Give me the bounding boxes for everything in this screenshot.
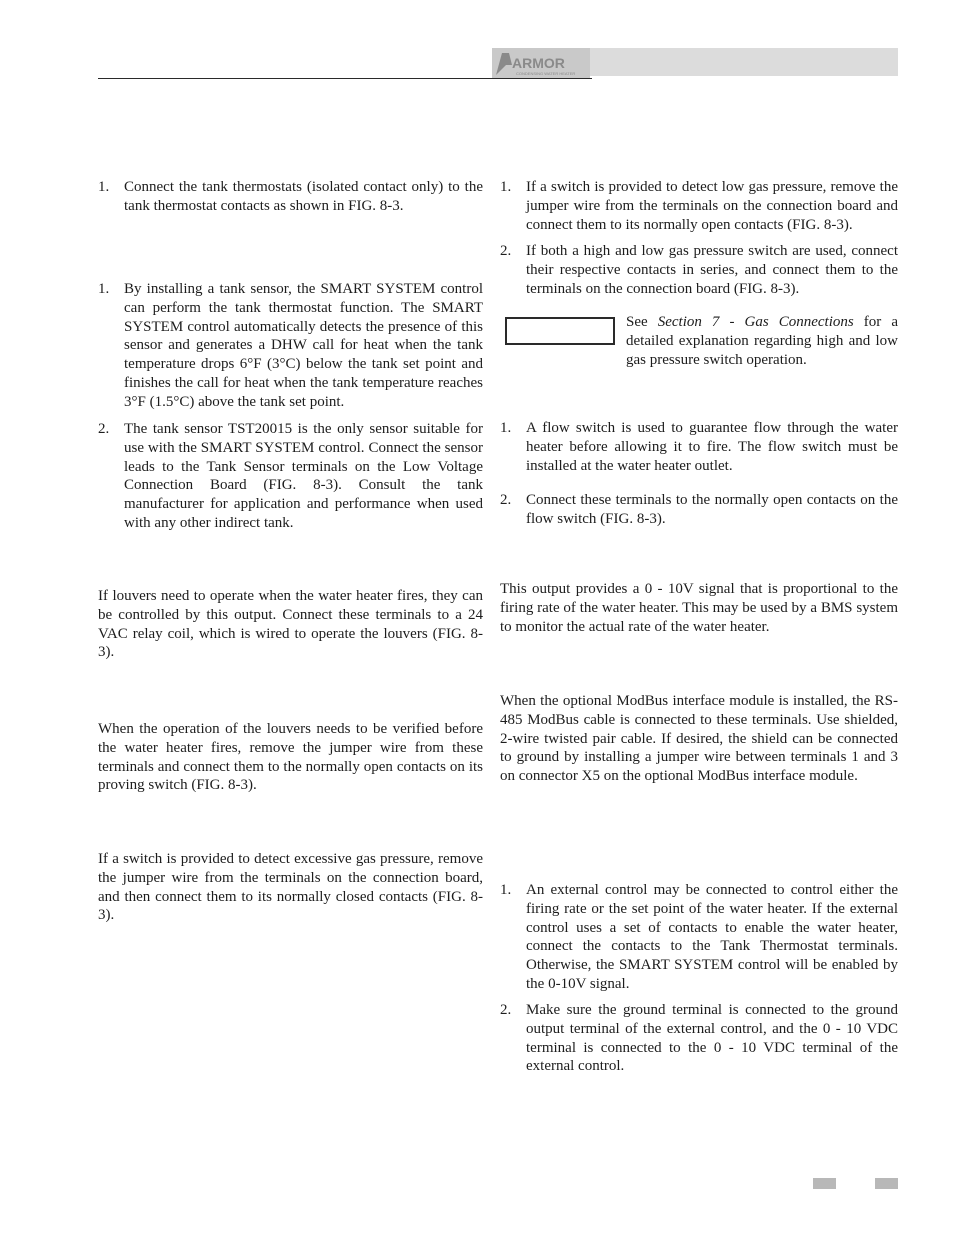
list-item [500,242,898,298]
modbus-paragraph: When the optional ModBus interface module is installed, the RS-485 ModBus cable is connected to these terminals. Use shielded, 2-wire twisted pair cable. If desired, the shield can be connected to ground by installing a jumper wire between terminals 1 and 3 on connector X5 on the optional ModBus interface module. [500,693,898,785]
right-column [500,0,898,1235]
logo-text: ARMOR [512,55,565,71]
list-item [500,491,898,529]
list-text: Connect these terminals to the normally open contacts on the flow switch (FIG. 8-3). [526,492,898,527]
left-column [98,0,483,1235]
list-number: 2. [500,1002,512,1018]
note-pre: See [626,314,658,330]
note-label-box [505,317,615,345]
list-text: The tank sensor TST20015 is the only sensor suitable for use with the SMART SYSTEM control. Connect the sensor leads to the Tank Sensor terminals on the Low Voltage Connection Board (FIG. 8-3). Consult the tank manufacturer for application and performance when used with any other indirect tank. [124,421,483,531]
list-item [98,280,483,412]
rate-output-paragraph: This output provides a 0 - 10V signal that is proportional to the firing rate of the water heater. This may be used by a BMS system to monitor the actual rate of the water heater. [500,581,898,635]
footer-tab-left [813,1178,836,1189]
list-item [500,419,898,475]
note-text [626,313,898,369]
logo-tagline: CONDENSING WATER HEATER [516,71,576,76]
list-item [500,881,898,994]
list-text: An external control may be connected to control either the firing rate or the set point of the water heater. If the external control uses a set of contacts to enable the water heater, connect the contacts to the Tank Thermostat terminals. Otherwise, the SMART SYSTEM control will be enabled by the 0-10V signal. [526,882,898,992]
list-text: Make sure the ground terminal is connected to the ground output terminal of the external control, and the 0 - 10 VDC terminal is connected to the 0 - 10 VDC terminal of the external control. [526,1002,898,1075]
list-text: Connect the tank thermostats (isolated contact only) to the tank thermostat contacts as shown in FIG. 8-3. [124,179,483,214]
list-item [98,178,483,216]
list-number: 2. [500,243,512,259]
footer-tab-right [875,1178,898,1189]
list-text: If a switch is provided to detect low gas pressure, remove the jumper wire from the terminals on the connection board and connect them to its normally open contacts (FIG. 8-3). [526,179,898,233]
list-text: If both a high and low gas pressure switch are used, connect their respective contacts in series, and connect them to the terminals on the connection board (FIG. 8-3). [526,243,898,297]
list-item [500,1001,898,1076]
list-number: 1. [500,179,512,195]
list-number: 1. [98,281,110,297]
list-number: 1. [500,882,512,898]
list-number: 2. [98,421,110,437]
louver-relay-paragraph: If louvers need to operate when the water heater fires, they can be controlled by this output. Connect these terminals to a 24 VAC relay coil, which is wired to operate the louvers (FIG. 8-3). [98,588,483,661]
list-number: 2. [500,492,512,508]
list-number: 1. [500,420,512,436]
list-item [500,178,898,234]
note-section-reference: Section 7 - Gas Connections [657,314,854,330]
list-text: A flow switch is used to guarantee flow through the water heater before allowing it to fire. The flow switch must be installed at the water heater outlet. [526,420,898,474]
high-gas-paragraph: If a switch is provided to detect excessive gas pressure, remove the jumper wire from the terminals on the connection board, and then connect them to its normally closed contacts (FIG. 8-3). [98,851,483,924]
list-number: 1. [98,179,110,195]
note-post: for a detailed explanation regarding high and low gas pressure switch operation. [626,314,898,368]
list-text: By installing a tank sensor, the SMART SYSTEM control can perform the tank thermostat function. The SMART SYSTEM control automatically detects the presence of this sensor and generates a DHW call for heat when the tank temperature drops 6°F (3°C) below the tank set point and finishes the call for heat when the tank temperature reaches 3°F (1.5°C) above the tank set point. [124,281,483,410]
list-item [98,420,483,533]
louver-proving-paragraph: When the operation of the louvers needs to be verified before the water heater fires, remove the jumper wire from these terminals and connect them to the normally open contacts on its proving switch (FIG. 8-3). [98,721,483,794]
